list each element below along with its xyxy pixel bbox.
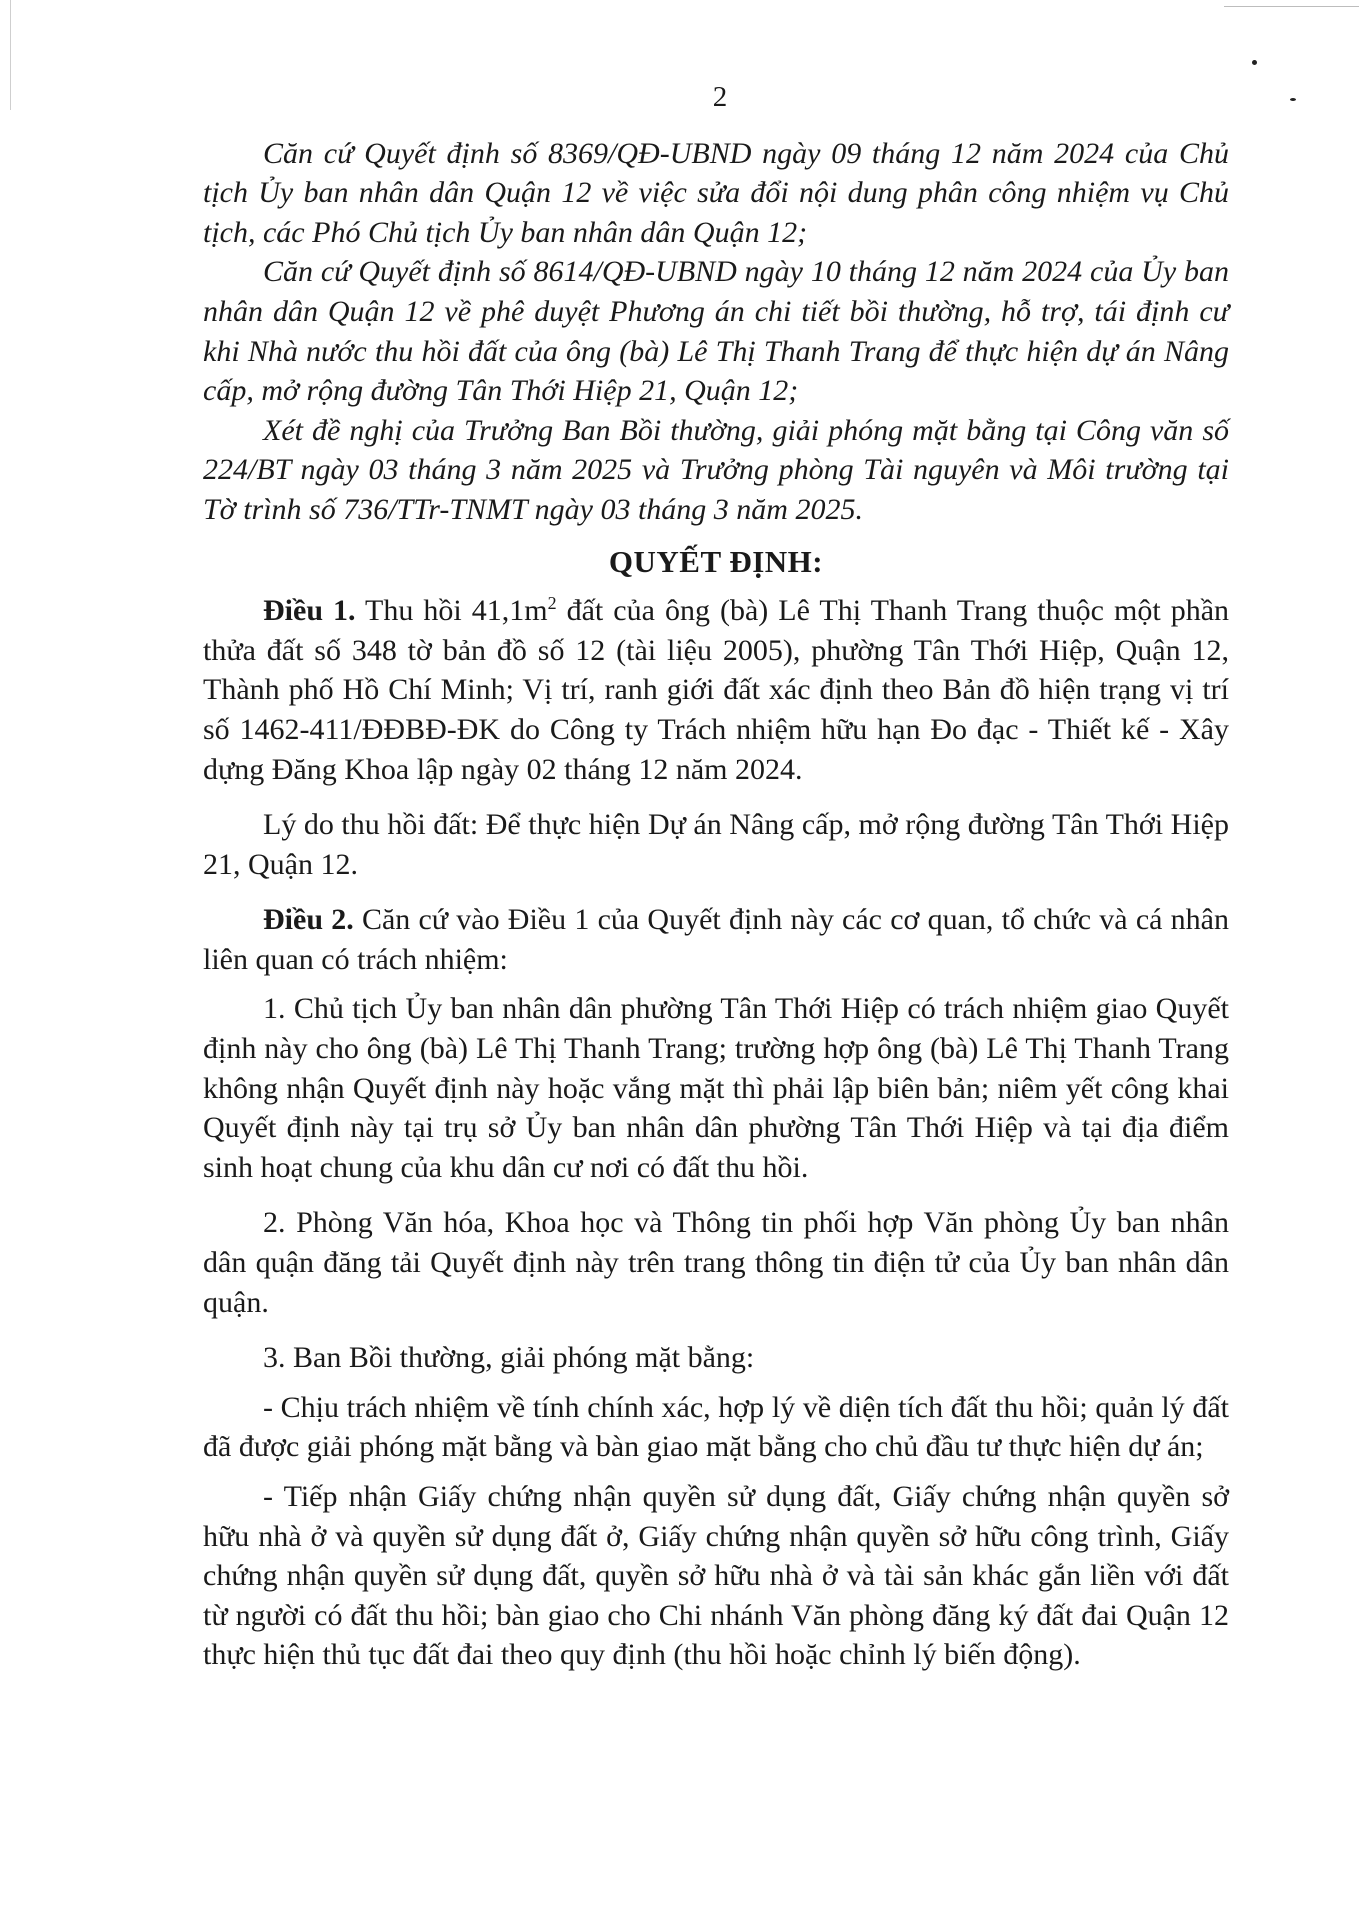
scan-speck xyxy=(1290,98,1296,101)
article-2-text: Căn cứ vào Điều 1 của Quyết định này các cơ quan, tổ chức và cá nhân liên quan có trách nhiệm: xyxy=(203,903,1229,976)
article-1-label: Điều 1. xyxy=(263,594,356,628)
preamble-paragraph: Căn cứ Quyết định số 8614/QĐ-UBND ngày 10 tháng 12 năm 2024 của Ủy ban nhân dân Quận 12 về phê duyệt Phương án chi tiết bồi thường, hỗ trợ, tái định cư khi Nhà nước thu hồi đất của ông (bà) Lê Thị Thanh Trang để thực hiện dự án Nâng cấp, mở rộng đường Tân Thới Hiệp 21, Quận 12; xyxy=(203,255,1229,408)
article-1-paragraph xyxy=(203,591,1229,789)
decision-title: QUYẾT ĐỊNH: xyxy=(608,543,824,579)
scan-speck xyxy=(1252,60,1257,65)
page-number: 2 xyxy=(712,81,728,113)
article-2-paragraph xyxy=(203,900,1229,979)
article-2-item: - Tiếp nhận Giấy chứng nhận quyền sử dụng đất, Giấy chứng nhận quyền sở hữu nhà ở và quyền sử dụng đất ở, Giấy chứng nhận quyền sở hữu công trình, Giấy chứng nhận quyền sử dụng đất, quyền sở hữu nhà ở và tài sản khác gắn liền với đất từ người có đất thu hồi; bàn giao cho Chi nhánh Văn phòng đăng ký đất đai Quận 12 thực hiện thủ tục đất đai theo quy định (thu hồi hoặc chỉnh lý biến động). xyxy=(203,1480,1229,1672)
article-2-item: 3. Ban Bồi thường, giải phóng mặt bằng: xyxy=(263,1341,755,1375)
document-page xyxy=(203,78,1229,1675)
article-2-item: 1. Chủ tịch Ủy ban nhân dân phường Tân Thới Hiệp có trách nhiệm giao Quyết định này cho ông (bà) Lê Thị Thanh Trang; trường hợp ông (bà) Lê Thị Thanh Trang không nhận Quyết định này hoặc vắng mặt thì phải lập biên bản; niêm yết công khai Quyết định này tại trụ sở Ủy ban nhân dân phường Tân Thới Hiệp và tại địa điểm sinh hoạt chung của khu dân cư nơi có đất thu hồi. xyxy=(203,992,1229,1184)
scan-edge-line-top xyxy=(1224,6,1359,7)
article-2-label: Điều 2. xyxy=(263,903,354,937)
article-2-item: 2. Phòng Văn hóa, Khoa học và Thông tin phối hợp Văn phòng Ủy ban nhân dân quận đăng tải Quyết định này trên trang thông tin điện tử của Ủy ban nhân dân quận. xyxy=(203,1206,1229,1319)
article-2-item: - Chịu trách nhiệm về tính chính xác, hợp lý về diện tích đất thu hồi; quản lý đất đã được giải phóng mặt bằng và bàn giao mặt bằng cho chủ đầu tư thực hiện dự án; xyxy=(203,1390,1229,1464)
article-1-text-a: Thu hồi 41,1m xyxy=(355,594,548,628)
area-unit-superscript: 2 xyxy=(547,593,557,614)
article-1-text-b: đất của ông (bà) Lê Thị Thanh Trang thuộc một phần thửa đất số 348 tờ bản đồ số 12 (tài liệu 2005), phường Tân Thới Hiệp, Quận 12, Thành phố Hồ Chí Minh; Vị trí, ranh giới đất xác định theo Bản đồ hiện trạng vị trí số 1462-411/ĐĐBĐ-ĐK do Công ty Trách nhiệm hữu hạn Đo đạc - Thiết kế - Xây dựng Đăng Khoa lập ngày 02 tháng 12 năm 2024. xyxy=(203,594,1230,786)
scan-edge-line-left xyxy=(10,0,11,110)
article-1-reason: Lý do thu hồi đất: Để thực hiện Dự án Nâng cấp, mở rộng đường Tân Thới Hiệp 21, Quận 12. xyxy=(203,808,1229,881)
preamble-paragraph: Căn cứ Quyết định số 8369/QĐ-UBND ngày 09 tháng 12 năm 2024 của Chủ tịch Ủy ban nhân dân Quận 12 về việc sửa đổi nội dung phân công nhiệm vụ Chủ tịch, các Phó Chủ tịch Ủy ban nhân dân Quận 12; xyxy=(203,136,1229,249)
preamble-paragraph: Xét đề nghị của Trưởng Ban Bồi thường, giải phóng mặt bằng tại Công văn số 224/BT ngày 03 tháng 3 năm 2025 và Trưởng phòng Tài nguyên và Môi trường tại Tờ trình số 736/TTr-TNMT ngày 03 tháng 3 năm 2025. xyxy=(203,413,1229,526)
